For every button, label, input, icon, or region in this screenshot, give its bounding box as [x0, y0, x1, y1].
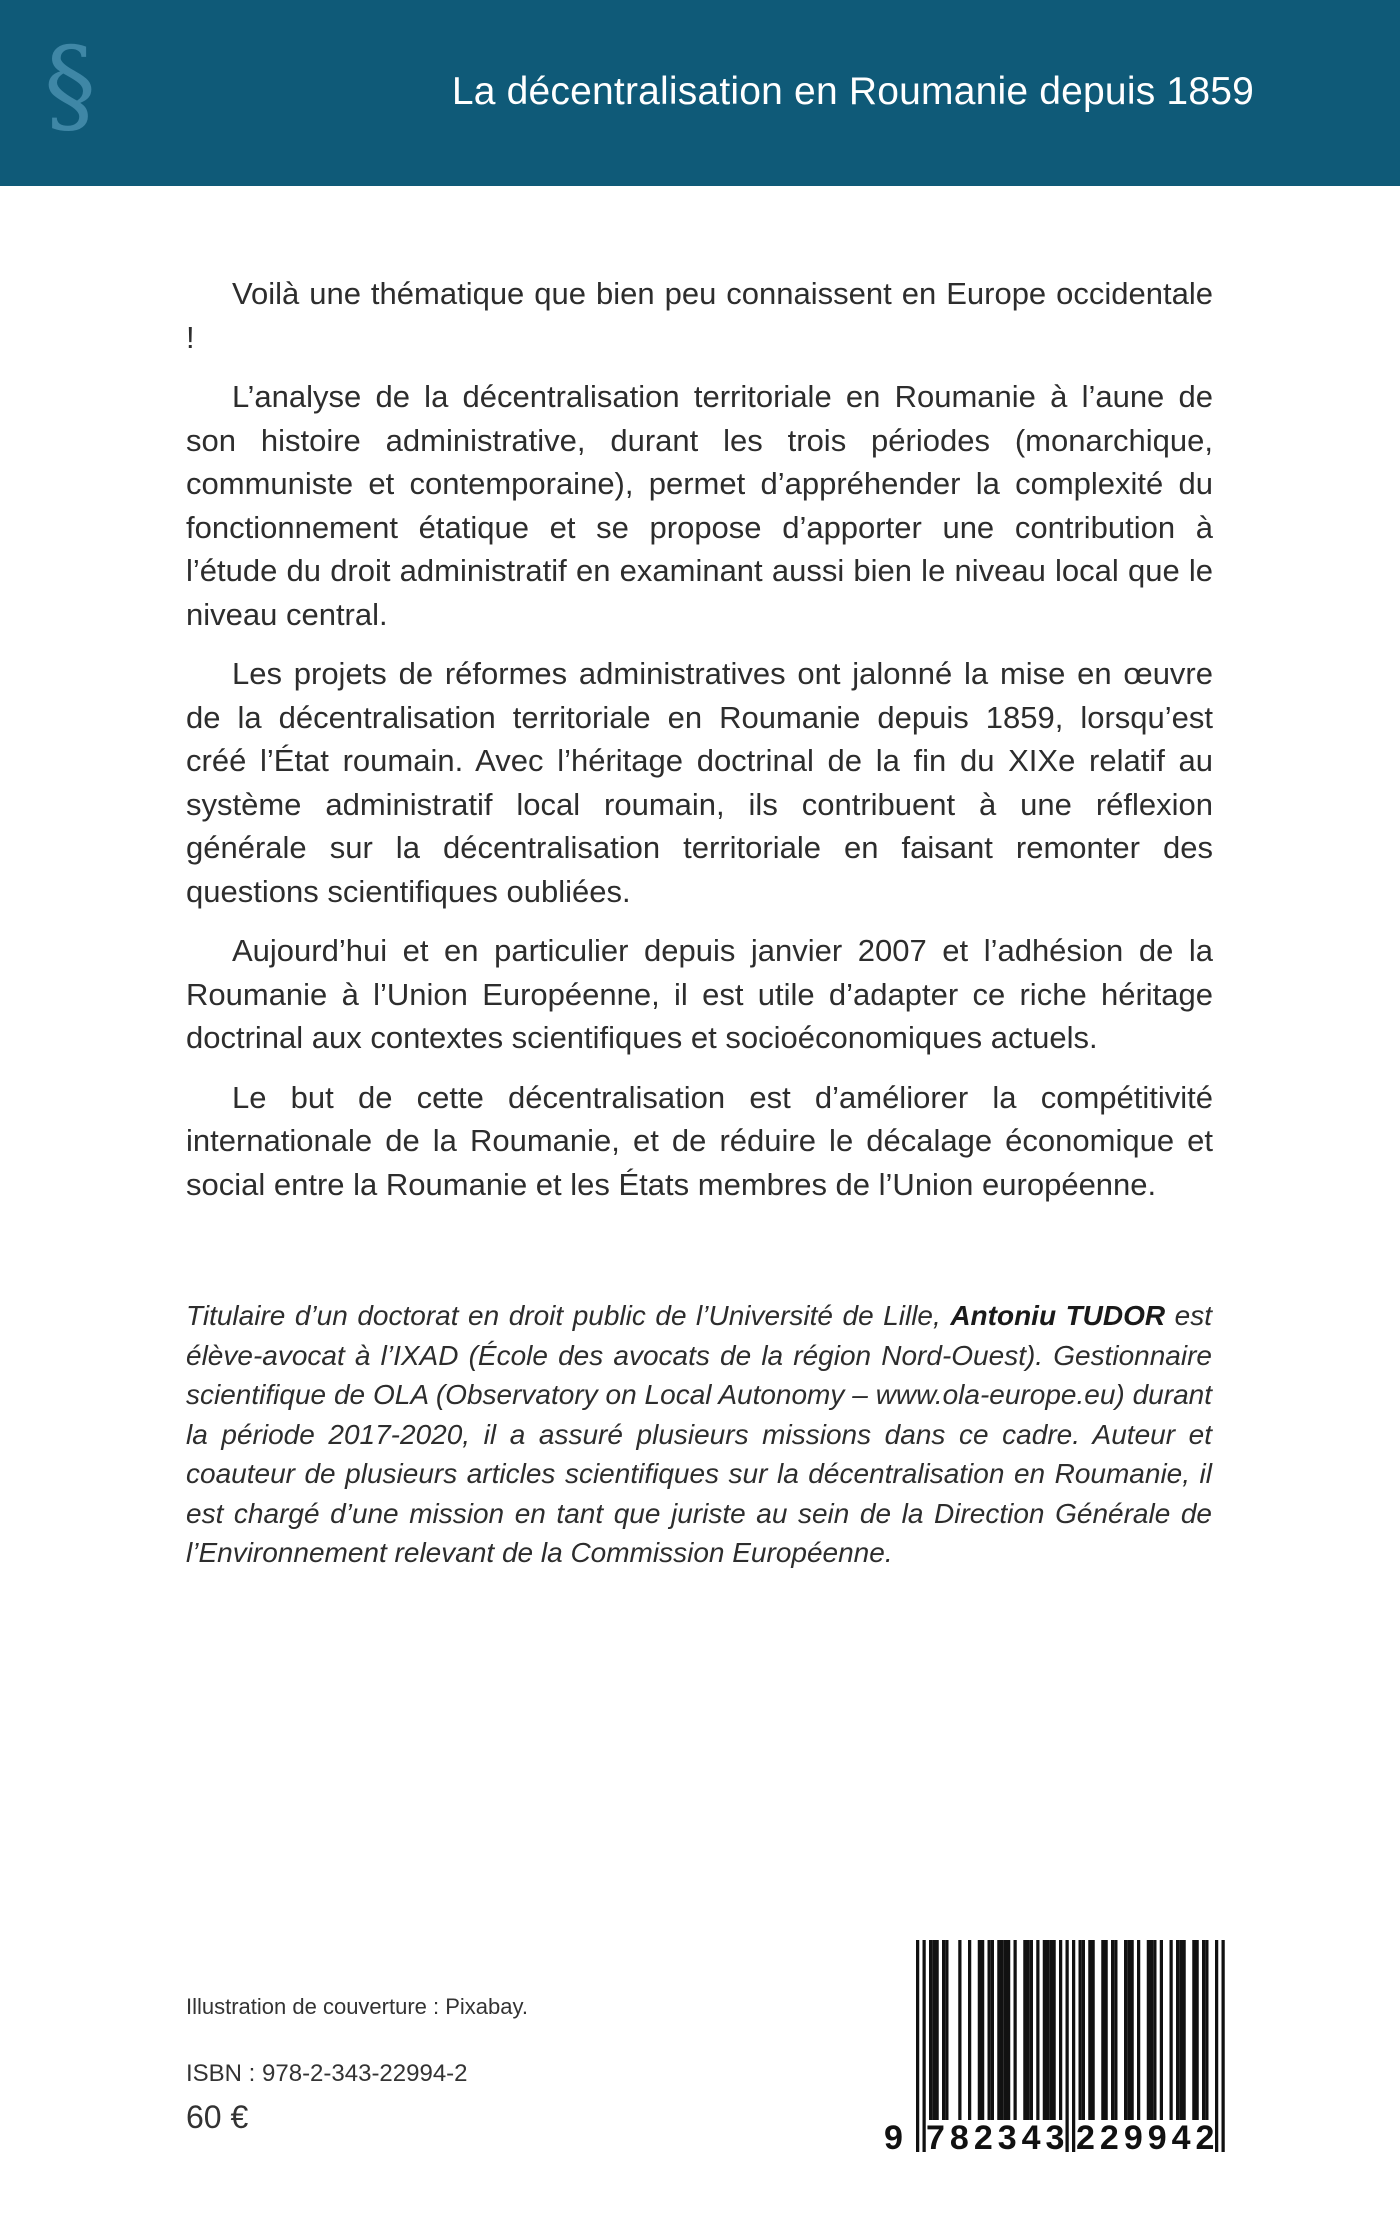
barcode-bar [1114, 1940, 1117, 2120]
barcode-bar [1202, 1940, 1205, 2120]
barcode-bar [1030, 1940, 1033, 2120]
barcode-bar [1092, 1940, 1095, 2120]
barcode-first-digit: 9 [884, 2119, 908, 2157]
barcode-bar [1046, 1940, 1049, 2120]
barcode-bar [1183, 1940, 1186, 2120]
barcode-bar [1053, 1940, 1056, 2120]
author-bio-rest: est élève-avocat à l’IXAD (École des avocats de la région Nord-Ouest). Gestionnaire scientifique de OLA (Observatory on Local Autonomy – www.ola-europe.eu) durant la période 2017-2020, il a assuré plusieurs missions dans ce cadre. Auteur et coauteur de plusieurs articles scientifiques sur la décentralisation en Roumanie, il est chargé d’une mission en tant que juriste au sein de la Direction Générale de l’Environnement relevant de la Commission Européenne. [186, 1300, 1213, 1568]
barcode-bar [1127, 1940, 1130, 2120]
barcode-bar [1147, 1940, 1150, 2120]
barcode-bar [1176, 1940, 1179, 2120]
author-bio-intro: Titulaire d’un doctorat en droit public de l’Université de Lille, [186, 1300, 951, 1331]
barcode-bar [1205, 1940, 1208, 2120]
barcode-bar [1043, 1940, 1046, 2120]
barcode-bar [1082, 1940, 1085, 2120]
header-band [0, 0, 1400, 186]
barcode-bar [988, 1940, 991, 2120]
paragraph: Aujourd’hui et en particulier depuis janvier 2007 et l’adhésion de la Roumanie à l’Union Européenne, il est utile d’adapter ce riche héritage doctrinal aux contextes scientifiques et socioéconomiques actuels. [186, 933, 1213, 1055]
barcode-bar [981, 1940, 984, 2120]
barcode-bar [1131, 1940, 1134, 2120]
barcode-right-group: 229942 [1076, 2119, 1220, 2157]
barcode-bar [1023, 1940, 1026, 2120]
isbn: ISBN : 978-2-343-22994-2 [186, 2060, 468, 2087]
barcode-bar [932, 1940, 935, 2120]
barcode-bar [1124, 1940, 1127, 2120]
barcode-bar [1027, 1940, 1030, 2120]
cover-illustration-credit: Illustration de couverture : Pixabay. [186, 1994, 528, 2019]
barcode-bar [1001, 1940, 1004, 2120]
barcode-bar [997, 1940, 1000, 2120]
barcode-bar [1007, 1940, 1010, 2120]
barcode-bar [1111, 1940, 1114, 2120]
price: 60 € [186, 2099, 249, 2135]
barcode-bar [1179, 1940, 1182, 2120]
back-cover-text [186, 272, 1213, 1222]
paragraph: Les projets de réformes administratives ont jalonné la mise en œuvre de la décentralisation territoriale en Roumanie depuis 1859, lorsqu’est créé l’État roumain. Avec l’héritage doctrinal de la fin du XIXe relatif au système administratif local roumain, ils contribuent à une réflexion générale sur la décentralisation territoriale en faisant remonter des questions scientifiques oubliées. [186, 656, 1213, 909]
barcode-bar [1088, 1940, 1091, 2120]
author-bio [186, 1296, 1212, 1573]
barcode [880, 1932, 1230, 2162]
barcode-bar [991, 1940, 994, 2120]
barcode-bar [1014, 1940, 1017, 2120]
series-title: La décentralisation en Roumanie depuis 1859 [451, 70, 1254, 113]
author-name: Antoniu TUDOR [950, 1300, 1166, 1331]
paragraph: L’analyse de la décentralisation territoriale en Roumanie à l’aune de son histoire administrative, durant les trois périodes (monarchique, communiste et contemporaine), permet d’appréhender la complexité du fonctionnement étatique et se propose d’apporter une contribution à l’étude du droit administratif en examinant aussi bien le niveau local que le niveau central. [186, 379, 1213, 632]
barcode-digits [880, 2116, 1230, 2160]
barcode-bar [1049, 1940, 1052, 2120]
barcode-bar [1079, 1940, 1082, 2120]
barcode-left-group: 782343 [926, 2119, 1070, 2157]
barcode-bar [1101, 1940, 1104, 2120]
barcode-bar [945, 1940, 948, 2120]
barcode-bar [978, 1940, 981, 2120]
barcode-bar [1105, 1940, 1108, 2120]
section-symbol-icon: § [44, 24, 96, 146]
barcode-bar [968, 1940, 971, 2120]
barcode-bar [1036, 1940, 1039, 2120]
barcode-bar [1170, 1940, 1173, 2120]
barcode-bar [1196, 1940, 1199, 2120]
barcode-bar [1137, 1940, 1140, 2120]
paragraph: Voilà une thématique que bien peu connaissent en Europe occidentale ! [186, 276, 1213, 355]
barcode-bar [1153, 1940, 1156, 2120]
barcode-bar [1150, 1940, 1153, 2120]
barcode-bar [1004, 1940, 1007, 2120]
barcode-bar [1059, 1940, 1062, 2120]
barcode-bar [936, 1940, 939, 2120]
barcode-bar [958, 1940, 961, 2120]
barcode-bar [929, 1940, 932, 2120]
paragraph: Le but de cette décentralisation est d’améliorer la compétitivité internationale de la Roumanie, et de réduire le décalage économique et social entre la Roumanie et les États membres de l’Union européenne. [186, 1079, 1213, 1202]
barcode-bar [1192, 1940, 1195, 2120]
barcode-bar [1160, 1940, 1163, 2120]
barcode-bar [942, 1940, 945, 2120]
